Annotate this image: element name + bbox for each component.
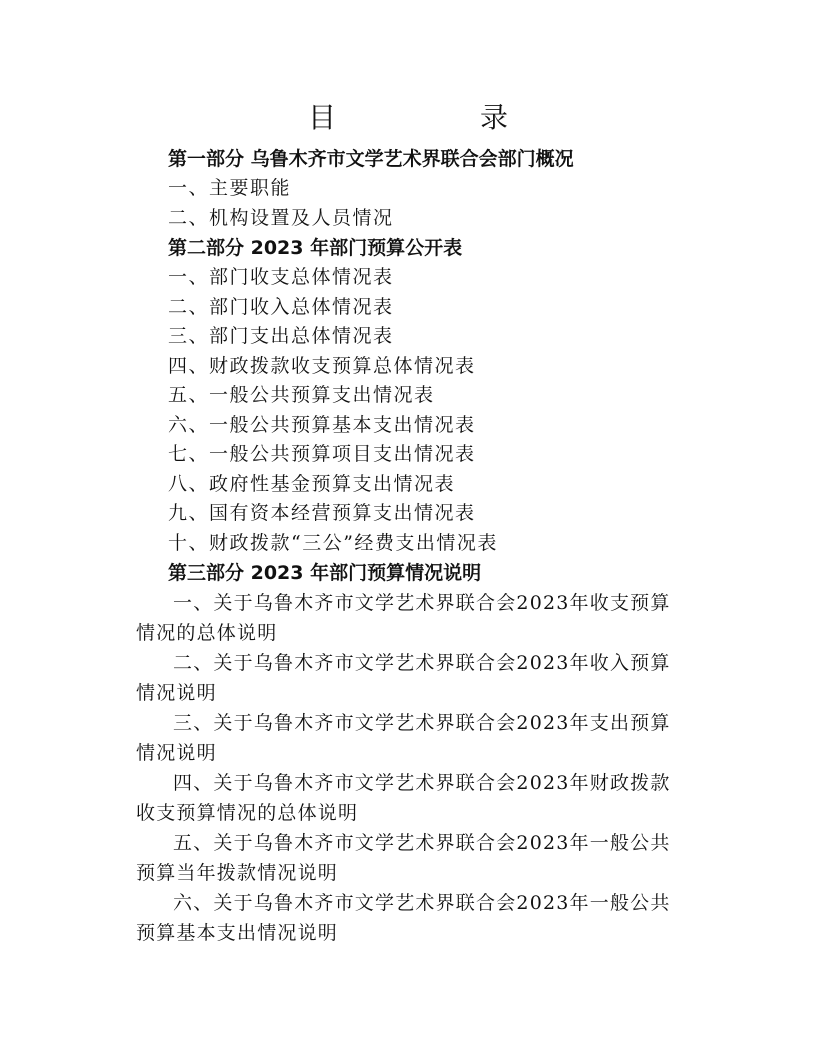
part-2-item-4: 四、财政拨款收支预算总体情况表 bbox=[168, 354, 476, 377]
part-2-item-6: 六、一般公共预算基本支出情况表 bbox=[168, 413, 476, 436]
part-2-item-2: 二、部门收入总体情况表 bbox=[168, 295, 394, 318]
part-3-item-1: 一、关于乌鲁木齐市文学艺术界联合会2023年收支预算情况的总体说明 bbox=[136, 592, 671, 644]
part-3-heading: 第三部分 2023 年部门预算情况说明 bbox=[168, 562, 482, 584]
part-2-item-8: 八、政府性基金预算支出情况表 bbox=[168, 472, 456, 495]
part-1-item-1: 一、主要职能 bbox=[168, 177, 292, 199]
part-3-item-3: 三、关于乌鲁木齐市文学艺术界联合会2023年支出预算情况说明 bbox=[136, 712, 671, 764]
table-of-contents bbox=[136, 144, 696, 948]
part-2-item-9: 九、国有资本经营预算支出情况表 bbox=[168, 502, 476, 524]
page-title: 目 录 bbox=[307, 101, 566, 134]
part-3-item-5: 五、关于乌鲁木齐市文学艺术界联合会2023年一般公共预算当年拨款情况说明 bbox=[136, 832, 671, 884]
part-3-item-4: 四、关于乌鲁木齐市文学艺术界联合会2023年财政拨款收支预算情况的总体说明 bbox=[136, 772, 671, 824]
part-2-heading: 第二部分 2023 年部门预算公开表 bbox=[168, 237, 463, 259]
part-2-item-5: 五、一般公共预算支出情况表 bbox=[168, 384, 435, 406]
part-1-heading: 第一部分 乌鲁木齐市文学艺术界联合会部门概况 bbox=[168, 148, 574, 170]
part-1-item-2: 二、机构设置及人员情况 bbox=[168, 206, 394, 229]
part-2-item-1: 一、部门收支总体情况表 bbox=[168, 266, 394, 288]
part-2-item-7: 七、一般公共预算项目支出情况表 bbox=[168, 443, 476, 465]
part-3-item-6: 六、关于乌鲁木齐市文学艺术界联合会2023年一般公共预算基本支出情况说明 bbox=[136, 892, 671, 944]
part-2-item-3: 三、部门支出总体情况表 bbox=[168, 325, 394, 347]
part-3-item-2: 二、关于乌鲁木齐市文学艺术界联合会2023年收入预算情况说明 bbox=[136, 652, 671, 704]
part-2-item-10: 十、财政拨款“三公”经费支出情况表 bbox=[168, 531, 498, 554]
